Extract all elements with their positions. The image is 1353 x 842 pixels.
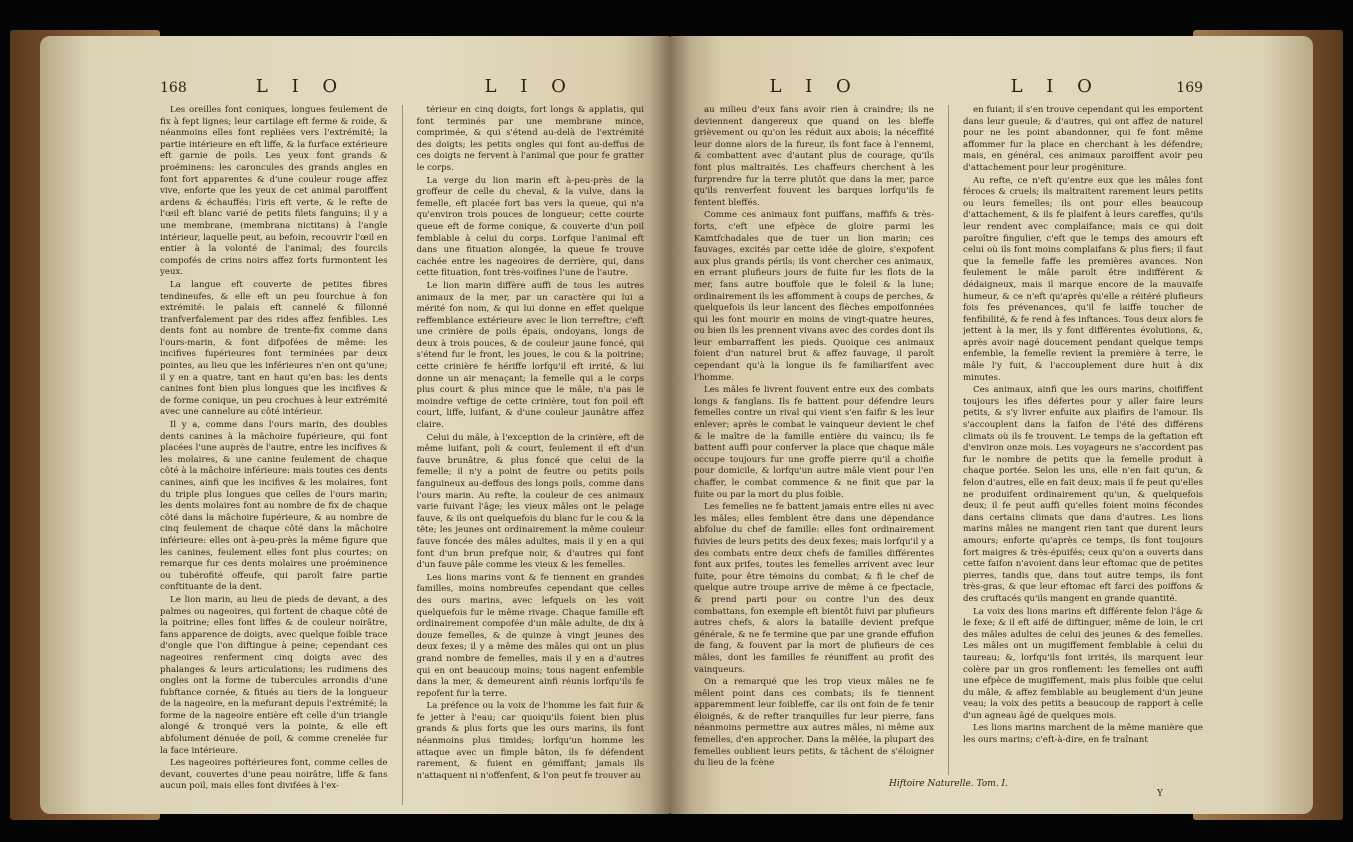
text-column [417,105,645,805]
paragraph: Ces animaux, ainfi que les ours marins, choififfent toujours les ifles défertes pour y aller faire leurs petits, & s'y livrer enfuite aux plaifirs de l'amour. Ils s'accouplent dans la faifon de l'été des différens climats où ils fe trouvent. Le temps de la geftation eft d'environ onze mois. Les voyageurs ne s'accordent pas fur le nombre de petits que la femelle produit à chaque portée. Selon les uns, elle n'en fait qu'un, & felon d'autres, elle en fait deux; mais il fe peut qu'elles ne produifent ordinairement qu'un, & quelquefois deux; il fe peut auffi qu'elles foient moins fécondes dans certains climats que dans d'autres. Les lions marins mâles ne mangent rien tant que durent leurs amours; enforte qu'après ce temps, ils font toujours fort maigres & très-épuifés; ceux qu'on a ouverts dans cette faifon n'avoient dans leur eftomac que de petites pierres, tandis que, dans tout autre temps, ils font très-gras, & que leur eftomac eft farci des poiffons & des cruftacés qu'ils mangent en grande quantité. [963,385,1203,604]
paragraph: au milieu d'eux fans avoir rien à craindre; ils ne deviennent dangereux que quand on les bleffe grièvement ou qu'on les réduit aux abois; la néceffité leur donne alors de la fureur, ils font face à l'ennemi, & combattent avec d'autant plus de courage, qu'ils font plus maltraités. Les chaffeurs cherchent à les furprendre fur la terre plutôt que dans la mer, parce qu'ils renverfent fouvent les barques lorfqu'ils fe fentent bleffés. [694,105,934,208]
paragraph: Les lions marins marchent de la même manière que les ours marins; c'eft-à-dire, en fe traînant [963,723,1203,746]
right-page-header [694,76,1203,97]
text-columns [160,105,644,805]
paragraph: Les oreilles font coniques, longues feulement de fix à fept lignes; leur cartilage eft ferme & roide, & néanmoins elles font repliées vers l'extrémité; la partie intérieure en eft liffe, & la furface extérieure eft garnie de poils. Les yeux font grands & proéminens: les caroncules des grands angles en font fort apparentes & d'une couleur rouge affez vive, enforte que les yeux de cet animal paroiffent ardens & échauffés: l'iris eft verte, & le refte de l'œil eft blanc varié de petits filets fanguins; il y a une membrane, (membrana nictitans) à l'angle intérieur, laquelle peut, au befoin, recouvrir l'œil en entier à la volonté de l'animal; des fourcils compofés de crins noirs affez forts furmontent les yeux. [160,105,388,278]
paragraph: Le lion marin diffère auffi de tous les autres animaux de la mer, par un caractère qui lui a mérité fon nom, & qui lui donne en effet quelque reffemblance extérieure avec le lion terreftre; c'eft une crinière de poils épais, ondoyans, longs de deux à trois pouces, & de couleur jaune foncé, qui s'étend fur le front, les joues, le cou & la poitrine; cette crinière fe hériffe lorfqu'il eft irrité, & lui donne un air menaçant; la femelle qui a le corps plus court & plus mince que le mâle, n'a pas le moindre veftige de cette crinière, tout fon poil eft court, liffe, luifant, & d'une couleur jaunâtre affez claire. [416,280,644,431]
paragraph: On a remarqué que les trop vieux mâles ne fe mêlent point dans ces combats; ils fe tiennent apparemment leur foibleffe, car ils ont foin de fe tenir éloignés, & de refter tranquilles fur leur pierre, fans néanmoins permettre aux autres mâles, ni même aux femelles, d'en approcher. Dans la mêlée, la plupart des femelles oublient leurs petits, & tâchent de s'éloigner du lieu de la fcène [694,677,934,769]
paragraph: Les mâles fe livrent fouvent entre eux des combats longs & fanglans. Ils fe battent pour défendre leurs femelles contre un rival qui vient s'en faifir & les leur enlever; après le combat le vainqueur devient le chef & le maître de la famille entière du vaincu; ils fe battent auffi pour conferver la place que chaque mâle occupe toujours fur une groffe pierre qu'il a choifie pour domicile, & lorfqu'un autre mâle vient pour l'en chaffer, le combat commence & ne finit que par la fuite ou par la mort du plus foible. [694,385,934,500]
paragraph: Les femelles ne fe battent jamais entre elles ni avec les mâles; elles femblent être dans une dépendance abfolue du chef de famille: elles font ordinairement fuivies de leurs petits des deux fexes; mais lorfqu'il y a des combats entre deux chefs de familles différentes font aux prifes, toutes les femelles arrivent avec leur fuite, pour être témoins du combat; & fi le chef de quelque autre troupe arrive de même à ce fpectacle, & prend parti pour ou contre l'un des deux combattans, fon exemple eft bientôt fuivi par plufieurs autres chefs, & alors la bataille devient prefque générale, & ne fe termine que par une grande effufion de fang, & fouvent par la mort de plufieurs de ces mâles, dont les familles fe réuniffent au profit des vainqueurs. [694,502,934,675]
paragraph: Il y a, comme dans l'ours marin, des doubles dents canines à la mâchoire fupérieure, qui font placées l'une auprès de l'autre, entre les incifives & les molaires, & une canine feulement de chaque côté à la mâchoire inférieure: mais toutes ces dents canines, ainfi que les incifives & les molaires, font du triple plus longues que celles de l'ours marin; les dents molaires font au nombre de fix de chaque côté dans la mâchoire fupérieure, & au nombre de cinq feulement de chaque côté dans la mâchoire inférieure: elles ont à-peu-près la même figure que les canines, feulement elles font plus courtes; on remarque fur ces dents molaires une proéminence ou tubérofité offeufe, qui paroît faire partie conftituante de la dent. [160,420,388,593]
text-column [694,105,934,775]
running-head: L I O [484,76,575,97]
paragraph: térieur en cinq doigts, fort longs & applatis, qui font terminés par une membrane mince, comprimée, & qui s'étend au-delà de l'extrémité des doigts; les petits ongles qui font au-deffus de ces doigts ne fervent à l'animal que pour fe gratter le corps. [416,105,644,173]
running-head: L I O [255,76,347,97]
left-page [40,36,670,814]
paragraph: La langue eft couverte de petites fibres tendineufes, & elle eft un peu fourchue à fon extrémité: le palais eft cannelé & fillonné tranfverfalement par des rides affez fenfibles. Les dents font au nombre de trente-fix comme dans l'ours-marin, & font difpofées de même: les incifives fupérieures font terminées par deux pointes, au lieu que les inférieures n'en ont qu'une; il y en a quatre, tant en haut qu'en bas: les dents canines font bien plus longues que les incifives & de forme conique, un peu crochues à leur extrémité avec une cannelure au côté intérieur. [160,279,388,418]
volume-footer: Hiftoire Naturelle. Tom. I. [889,779,1008,789]
paragraph: La verge du lion marin eft à-peu-près de la groffeur de celle du cheval, & la vulve, dans la femelle, eft placée fort bas vers la queue, qui n'a qu'environ trois pouces de longueur; cette courte queue eft de forme conique, & couverte d'un poil femblable à celui du corps. Lorfque l'animal eft dans une fituation alongée, la queue fe trouve cachée entre les nageoires de derrière, qui, dans cette fituation, font très-voifines l'une de l'autre. [416,175,644,279]
paragraph: Au refte, ce n'eft qu'entre eux que les mâles font féroces & cruels; ils maltraitent rarement leurs petits ou leurs femelles; ils ont pour elles beaucoup d'attachement, & ils fe plaifent à leurs careffes, qu'ils leur rendent avec complaifance; mais ce qui doit paroître fingulier, c'eft que le temps des amours eft celui où ils font moins complaifans & plus fiers; il faut que la femelle faffe les premières avances. Non feulement le mâle paroît être indifférent & dédaigneux, mais il marque encore de la mauvaife humeur, & ce n'eft qu'après qu'elle a réitéré plufieurs fois fes prévenances, qu'il fe laiffe toucher de fenfibilité, & fe rend à fes inftances. Tous deux alors fe jettent à la mer, ils y font différentes évolutions, &, après avoir nagé doucement pendant quelque temps enfemble, la femelle revient la première à terre, le mâle l'y fuit, & l'accouplement dure huit à dix minutes. [963,175,1203,383]
page-number: 168 [160,80,187,96]
paragraph: en fuiant; il s'en trouve cependant qui les emportent dans leur gueule; & d'autres, qui ont affez de naturel pour ne les point abandonner, qui fe font même affommer fur la place en cherchant à les défendre; mais, en général, ces animaux paroiffent avoir peu d'attachement pour leur progéniture. [963,105,1203,173]
paragraph: Celui du mâle, à l'exception de la crinière, eft de même luifant, poli & court, feulement il eft d'un fauve brunâtre, & plus foncé que celui de la femelle; il n'y a point de feutre ou petits poils fanguineux au-deffous des longs poils, comme dans l'ours marin. Au refte, la couleur de ces animaux varie fuivant l'âge; les vieux mâles ont le pelage fauve, & ils ont quelquefois du blanc fur le cou & la tête; les jeunes ont ordinairement la même couleur fauve foncée des mâles adultes, mais il y en a qui font d'un brun prefque noir, & d'autres qui font d'un fauve pâle comme les vieux & les femelles. [416,432,644,571]
paragraph: Comme ces animaux font puiffans, maffifs & très-forts, c'eft une efpèce de gloire parmi les Kamtfchadales que de tuer un lion marin; ces fauvages, excités par cette idée de gloire, s'expofent aux plus grands périls; ils vont chercher ces animaux, en errant plufieurs jours de fuite fur les flots de la mer, fans autre bouffole que le foleil & la lune; ordinairement ils les affomment à coups de perches, & quelquefois ils leur lancent des flèches empoifonnées qui les font mourir en moins de vingt-quatre heures, ou bien ils les prennent vivans avec des cordes dont ils leur embarraffent les pieds. Quoique ces animaux foient d'un naturel brut & affez fauvage, il paroît cependant qu'à la longue ils fe familiarifent avec l'homme. [694,210,934,383]
paragraph: La préfence ou la voix de l'homme les fait fuir & fe jetter à l'eau; car quoiqu'ils foient bien plus grands & plus forts que les ours marins, ils font néanmoins plus timides; lorfqu'un homme les attaque avec un fimple bâton, ils fe défendent rarement, & fuient en gémiffant; jamais ils n'attaquent ni n'offenfent, & l'on peut fe trouver au [416,701,644,781]
paragraph: Les lions marins vont & fe tiennent en grandes familles, moins nombreufes cependant que celles des ours marins, avec lefquels on les voit quelquefois fur le même rivage. Chaque famille eft ordinairement compofée d'un mâle adulte, de dix à douze femelles, & de quinze à vingt jeunes des deux fexes; il y a même des mâles qui ont un plus grand nombre de femelles, mais il y en a d'autres qui en ont beaucoup moins; tous nagent enfemble dans la mer, & demeurent ainfi réunis lorfqu'ils fe repofent fur la terre. [416,572,644,699]
paragraph: Les nageoires poftérieures font, comme celles de devant, couvertes d'une peau noirâtre, liffe & fans aucun poil, mais elles font divifées à l'ex- [160,758,388,792]
column-rule [948,105,949,775]
paragraph: La voix des lions marins eft différente felon l'âge & le fexe; & il eft aifé de diftinguer, même de loin, le cri des mâles adultes de celui des jeunes & des femelles. Les mâles ont un mugiffement femblable à celui du taureau; &, lorfqu'ils font irrités, ils marquent leur colère par un gros ronflement: les femelles ont auffi une efpèce de mugiffement, mais plus foible que celui du mâle, & affez femblable au beuglement d'un jeune veau; la voix des petits a beaucoup de rapport à celle d'un agneau âgé de quelques mois. [963,606,1203,721]
right-page [670,36,1313,814]
page-number: 169 [1176,80,1204,96]
running-head: L I O [769,76,860,97]
column-rule [402,105,403,805]
text-column [963,105,1203,775]
signature-mark: Y [1157,789,1163,799]
running-head: L I O [1010,76,1101,97]
text-columns [694,105,1203,775]
paragraph: Le lion marin, au lieu de pieds de devant, a des palmes ou nageoires, qui fortent de chaque côté de la poitrine; elles font liffes & de couleur noirâtre, fans apparence de doigts, avec quelque foible trace d'ongle que l'on diftingue à peine; cependant ces nageoires renferment cinq doigts avec des phalanges & leurs articulations; les rudimens des ongles ont la forme de tubercules arrondis d'une fubftance cornée, & fitués au tiers de la longueur de la nageoire, en la mefurant depuis l'extrémité; la forme de la nageoire entière eft celle d'un triangle alongé & tronqué vers la pointe, & elle eft abfolument dénuée de poil, & comme crenelée fur la face intérieure. [160,594,388,756]
left-page-header [160,76,644,97]
text-column [160,105,388,805]
